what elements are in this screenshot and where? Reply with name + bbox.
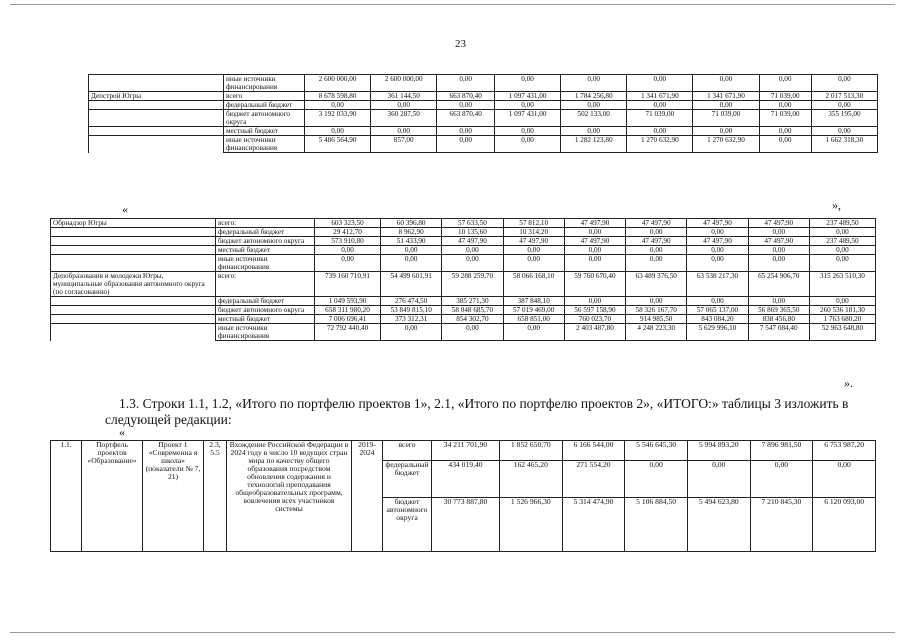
org-cell [51,246,216,255]
value-cell: 663 870,40 [437,110,495,127]
org-cell [51,255,216,272]
value-cell: 360 287,50 [371,110,437,127]
value-cell: 434 019,40 [432,460,500,497]
value-cell: 6 166 544,00 [562,441,625,461]
value-cell: 57 065 137,00 [687,306,748,315]
value-cell: 0,00 [437,127,495,136]
table-row [51,237,876,246]
budget-table-2 [50,218,876,341]
value-cell: 0,00 [809,228,875,237]
value-cell: 0,00 [759,127,811,136]
value-cell: 1 784 256,80 [561,92,627,101]
project-cell: Проект 1 «Современна я школа» (показатели № 7, 21) [143,441,204,552]
value-cell: 0,00 [564,228,625,237]
value-cell: 57 019 469,00 [503,306,564,315]
value-cell: 0,00 [809,255,875,272]
value-cell: 0,00 [625,460,688,497]
table-row [51,315,876,324]
value-cell: 47 497,90 [564,219,625,228]
value-cell: 5 314 474,90 [562,497,625,551]
value-cell: 260 536 181,30 [809,306,875,315]
portfolio-cell: Портфель проектов «Образование» [82,441,143,552]
value-cell: 0,00 [305,127,371,136]
value-cell: 0,00 [627,101,693,110]
source-cell: иные источники финансирования [216,255,315,272]
value-cell: 0,00 [305,101,371,110]
value-cell: 0,00 [495,127,561,136]
value-cell: 1 097 431,00 [495,110,561,127]
value-cell: 0,00 [759,101,811,110]
value-cell: 57 633,50 [442,219,503,228]
code-cell: 2.3, 5.5 [204,441,227,552]
org-cell [89,136,224,153]
value-cell: 2 017 513,30 [811,92,877,101]
table-row [51,306,876,315]
table-row [89,75,878,92]
value-cell: 857,00 [371,136,437,153]
value-cell: 58 326 167,70 [626,306,687,315]
value-cell: 0,00 [442,246,503,255]
value-cell: 54 499 601,91 [381,272,442,297]
source-cell: бюджет автономного округа [383,497,432,551]
source-cell: всего [224,92,305,101]
value-cell: 0,00 [811,127,877,136]
table-row [51,219,876,228]
value-cell: 0,00 [687,228,748,237]
value-cell: 47 497,90 [626,219,687,228]
value-cell: 0,00 [748,246,809,255]
value-cell: 0,00 [437,101,495,110]
value-cell: 47 497,90 [503,237,564,246]
value-cell: 1 662 318,30 [811,136,877,153]
org-cell [89,110,224,127]
value-cell: 1 852 650,70 [499,441,562,461]
value-cell: 1 341 671,90 [693,92,759,101]
value-cell: 271 554,20 [562,460,625,497]
value-cell: 56 597 158,90 [564,306,625,315]
value-cell: 0,00 [495,101,561,110]
value-cell: 71 039,00 [627,110,693,127]
source-cell: всего: [216,272,315,297]
table-row [51,297,876,306]
value-cell: 0,00 [503,324,564,341]
value-cell: 0,00 [809,297,875,306]
value-cell: 47 497,90 [564,237,625,246]
value-cell: 276 474,50 [381,297,442,306]
value-cell: 0,00 [561,127,627,136]
value-cell: 0,00 [495,75,561,92]
value-cell: 658 851,00 [503,315,564,324]
value-cell: 0,00 [693,75,759,92]
value-cell: 47 497,90 [687,219,748,228]
value-cell: 0,00 [759,75,811,92]
org-cell [51,228,216,237]
value-cell: 57 812,10 [503,219,564,228]
value-cell: 385 271,30 [442,297,503,306]
table-row [51,272,876,297]
table-row [89,136,878,153]
value-cell: 0,00 [809,246,875,255]
value-cell: 3 192 033,90 [305,110,371,127]
close-quote-2: ». [844,376,853,390]
table-row [51,255,876,272]
value-cell: 0,00 [564,255,625,272]
value-cell: 10 135,60 [442,228,503,237]
org-cell: Обрнадзор Югры [51,219,216,228]
value-cell: 1 526 966,30 [499,497,562,551]
value-cell: 7 896 981,50 [750,441,813,461]
table-row [89,101,878,110]
value-cell: 0,00 [627,75,693,92]
table-row [51,441,876,461]
value-cell: 5 106 884,50 [625,497,688,551]
value-cell: 0,00 [759,136,811,153]
value-cell: 603 323,50 [315,219,381,228]
value-cell: 6 120 093,00 [813,497,876,551]
org-cell [89,101,224,110]
source-cell: иные источники финансирования [224,75,305,92]
value-cell: 5 494 623,80 [687,497,750,551]
value-cell: 0,00 [626,228,687,237]
value-cell: 52 963 648,80 [809,324,875,341]
value-cell: 739 160 710,91 [315,272,381,297]
value-cell: 315 263 510,30 [809,272,875,297]
source-cell: местный бюджет [224,127,305,136]
value-cell: 1 049 593,90 [315,297,381,306]
value-cell: 2 600 000,00 [371,75,437,92]
table-row [51,324,876,341]
value-cell: 8 678 598,80 [305,92,371,101]
value-cell: 658 311 980,20 [315,306,381,315]
portfolio-table [50,440,876,552]
value-cell: 0,00 [564,246,625,255]
value-cell: 71 039,00 [693,110,759,127]
source-cell: местный бюджет [216,315,315,324]
org-cell [89,127,224,136]
value-cell: 0,00 [748,255,809,272]
value-cell: 60 396,80 [381,219,442,228]
table-row [89,127,878,136]
value-cell: 71 039,00 [759,92,811,101]
value-cell: 1 341 671,90 [627,92,693,101]
value-cell: 0,00 [627,127,693,136]
value-cell: 838 456,80 [748,315,809,324]
value-cell: 2 600 000,00 [305,75,371,92]
value-cell: 0,00 [371,127,437,136]
source-cell: федеральный бюджет [216,297,315,306]
value-cell: 0,00 [371,101,437,110]
value-cell: 1 097 431,00 [495,92,561,101]
open-quote: « [122,202,128,216]
value-cell: 30 773 887,80 [432,497,500,551]
value-cell: 7 006 696,41 [315,315,381,324]
table-row [89,92,878,101]
value-cell: 4 248 223,30 [626,324,687,341]
value-cell: 47 497,90 [687,237,748,246]
value-cell: 5 629 996,10 [687,324,748,341]
value-cell: 47 497,90 [442,237,503,246]
value-cell: 373 312,31 [381,315,442,324]
value-cell: 7 210 845,30 [750,497,813,551]
value-cell: 162 465,20 [499,460,562,497]
value-cell: 0,00 [811,101,877,110]
table-row [51,228,876,237]
org-cell [89,75,224,92]
value-cell: 58 066 168,10 [503,272,564,297]
amendment-paragraph: 1.3. Строки 1.1, 1.2, «Итого по портфелю проектов 1», 2.1, «Итого по портфелю проектов 2», «ИТОГО:» таблицы 3 изложить в следующей редакции: [105,396,849,427]
value-cell: 914 985,50 [626,315,687,324]
value-cell: 0,00 [381,246,442,255]
value-cell: 0,00 [687,255,748,272]
value-cell: 47 497,90 [748,219,809,228]
value-cell: 47 497,90 [626,237,687,246]
value-cell: 0,00 [813,460,876,497]
value-cell: 1 282 123,80 [561,136,627,153]
value-cell: 0,00 [503,246,564,255]
row-number: 1.1. [51,441,82,552]
source-cell: бюджет автономного округа [216,306,315,315]
value-cell: 0,00 [626,297,687,306]
value-cell: 0,00 [687,246,748,255]
value-cell: 0,00 [687,297,748,306]
value-cell: 6 753 987,20 [813,441,876,461]
value-cell: 0,00 [442,255,503,272]
org-cell: Депобразования и молодежи Югры, муниципальные образования автономного округа (по согласованию) [51,272,216,297]
source-cell: федеральный бюджет [216,228,315,237]
value-cell: 5 486 564,90 [305,136,371,153]
value-cell: 63 489 376,50 [626,272,687,297]
org-cell [51,306,216,315]
source-cell: иные источники финансирования [216,324,315,341]
source-cell: местный бюджет [216,246,315,255]
value-cell: 72 792 440,40 [315,324,381,341]
value-cell: 573 910,80 [315,237,381,246]
goal-cell: Вхождение Российской Федерации в 2024 году в число 10 ведущих стран мира по качеству общего образования посредством обновления содержания и технологий преподавания общеобразовательных программ, вовлечения всех участников системы [227,441,352,552]
value-cell: 0,00 [693,127,759,136]
value-cell: 0,00 [748,228,809,237]
value-cell: 63 538 217,30 [687,272,748,297]
budget-table-1 [88,74,878,153]
table-row [89,110,878,127]
years-cell: 2019-2024 [352,441,383,552]
value-cell: 65 254 906,70 [748,272,809,297]
value-cell: 8 962,90 [381,228,442,237]
value-cell: 237 489,50 [809,219,875,228]
value-cell: 0,00 [315,246,381,255]
value-cell: 854 302,70 [442,315,503,324]
value-cell: 0,00 [750,460,813,497]
value-cell: 58 048 685,70 [442,306,503,315]
source-cell: федеральный бюджет [224,101,305,110]
value-cell: 361 144,50 [371,92,437,101]
value-cell: 71 039,00 [759,110,811,127]
value-cell: 0,00 [693,101,759,110]
value-cell: 0,00 [564,297,625,306]
value-cell: 59 760 670,40 [564,272,625,297]
value-cell: 5 546 645,30 [625,441,688,461]
source-cell: иные источники финансирования [224,136,305,153]
value-cell: 56 869 365,50 [748,306,809,315]
value-cell: 59 288 259,70 [442,272,503,297]
org-cell [51,315,216,324]
value-cell: 0,00 [381,324,442,341]
source-cell: федеральный бюджет [383,460,432,497]
value-cell: 1 270 632,90 [693,136,759,153]
value-cell: 0,00 [748,297,809,306]
value-cell: 0,00 [437,75,495,92]
value-cell: 34 211 701,90 [432,441,500,461]
page-number: 23 [455,38,466,50]
value-cell: 51 433,90 [381,237,442,246]
org-cell [51,324,216,341]
value-cell: 5 994 893,20 [687,441,750,461]
value-cell: 0,00 [626,246,687,255]
value-cell: 2 403 487,80 [564,324,625,341]
value-cell: 53 849 815,10 [381,306,442,315]
value-cell: 843 084,20 [687,315,748,324]
value-cell: 0,00 [495,136,561,153]
value-cell: 0,00 [561,75,627,92]
org-cell [51,297,216,306]
org-cell: Депстрой Югры [89,92,224,101]
value-cell: 29 412,70 [315,228,381,237]
value-cell: 0,00 [315,255,381,272]
open-quote-2: « [119,425,125,439]
value-cell: 0,00 [381,255,442,272]
value-cell: 0,00 [503,255,564,272]
value-cell: 237 489,50 [809,237,875,246]
value-cell: 0,00 [687,460,750,497]
source-cell: бюджет автономного округа [216,237,315,246]
bottom-scan-edge [10,632,895,633]
table-row [51,246,876,255]
value-cell: 760 023,70 [564,315,625,324]
value-cell: 10 314,20 [503,228,564,237]
value-cell: 663 870,40 [437,92,495,101]
value-cell: 0,00 [437,136,495,153]
value-cell: 0,00 [811,75,877,92]
value-cell: 355 195,00 [811,110,877,127]
value-cell: 7 547 084,40 [748,324,809,341]
value-cell: 1 763 680,20 [809,315,875,324]
value-cell: 502 133,00 [561,110,627,127]
value-cell: 0,00 [561,101,627,110]
org-cell [51,237,216,246]
top-scan-edge [10,4,895,5]
value-cell: 0,00 [442,324,503,341]
value-cell: 1 270 632,90 [627,136,693,153]
close-quote: », [832,198,841,212]
value-cell: 387 848,10 [503,297,564,306]
value-cell: 47 497,90 [748,237,809,246]
source-cell: бюджет автономного округа [224,110,305,127]
source-cell: всего: [216,219,315,228]
value-cell: 0,00 [626,255,687,272]
source-cell: всего [383,441,432,461]
